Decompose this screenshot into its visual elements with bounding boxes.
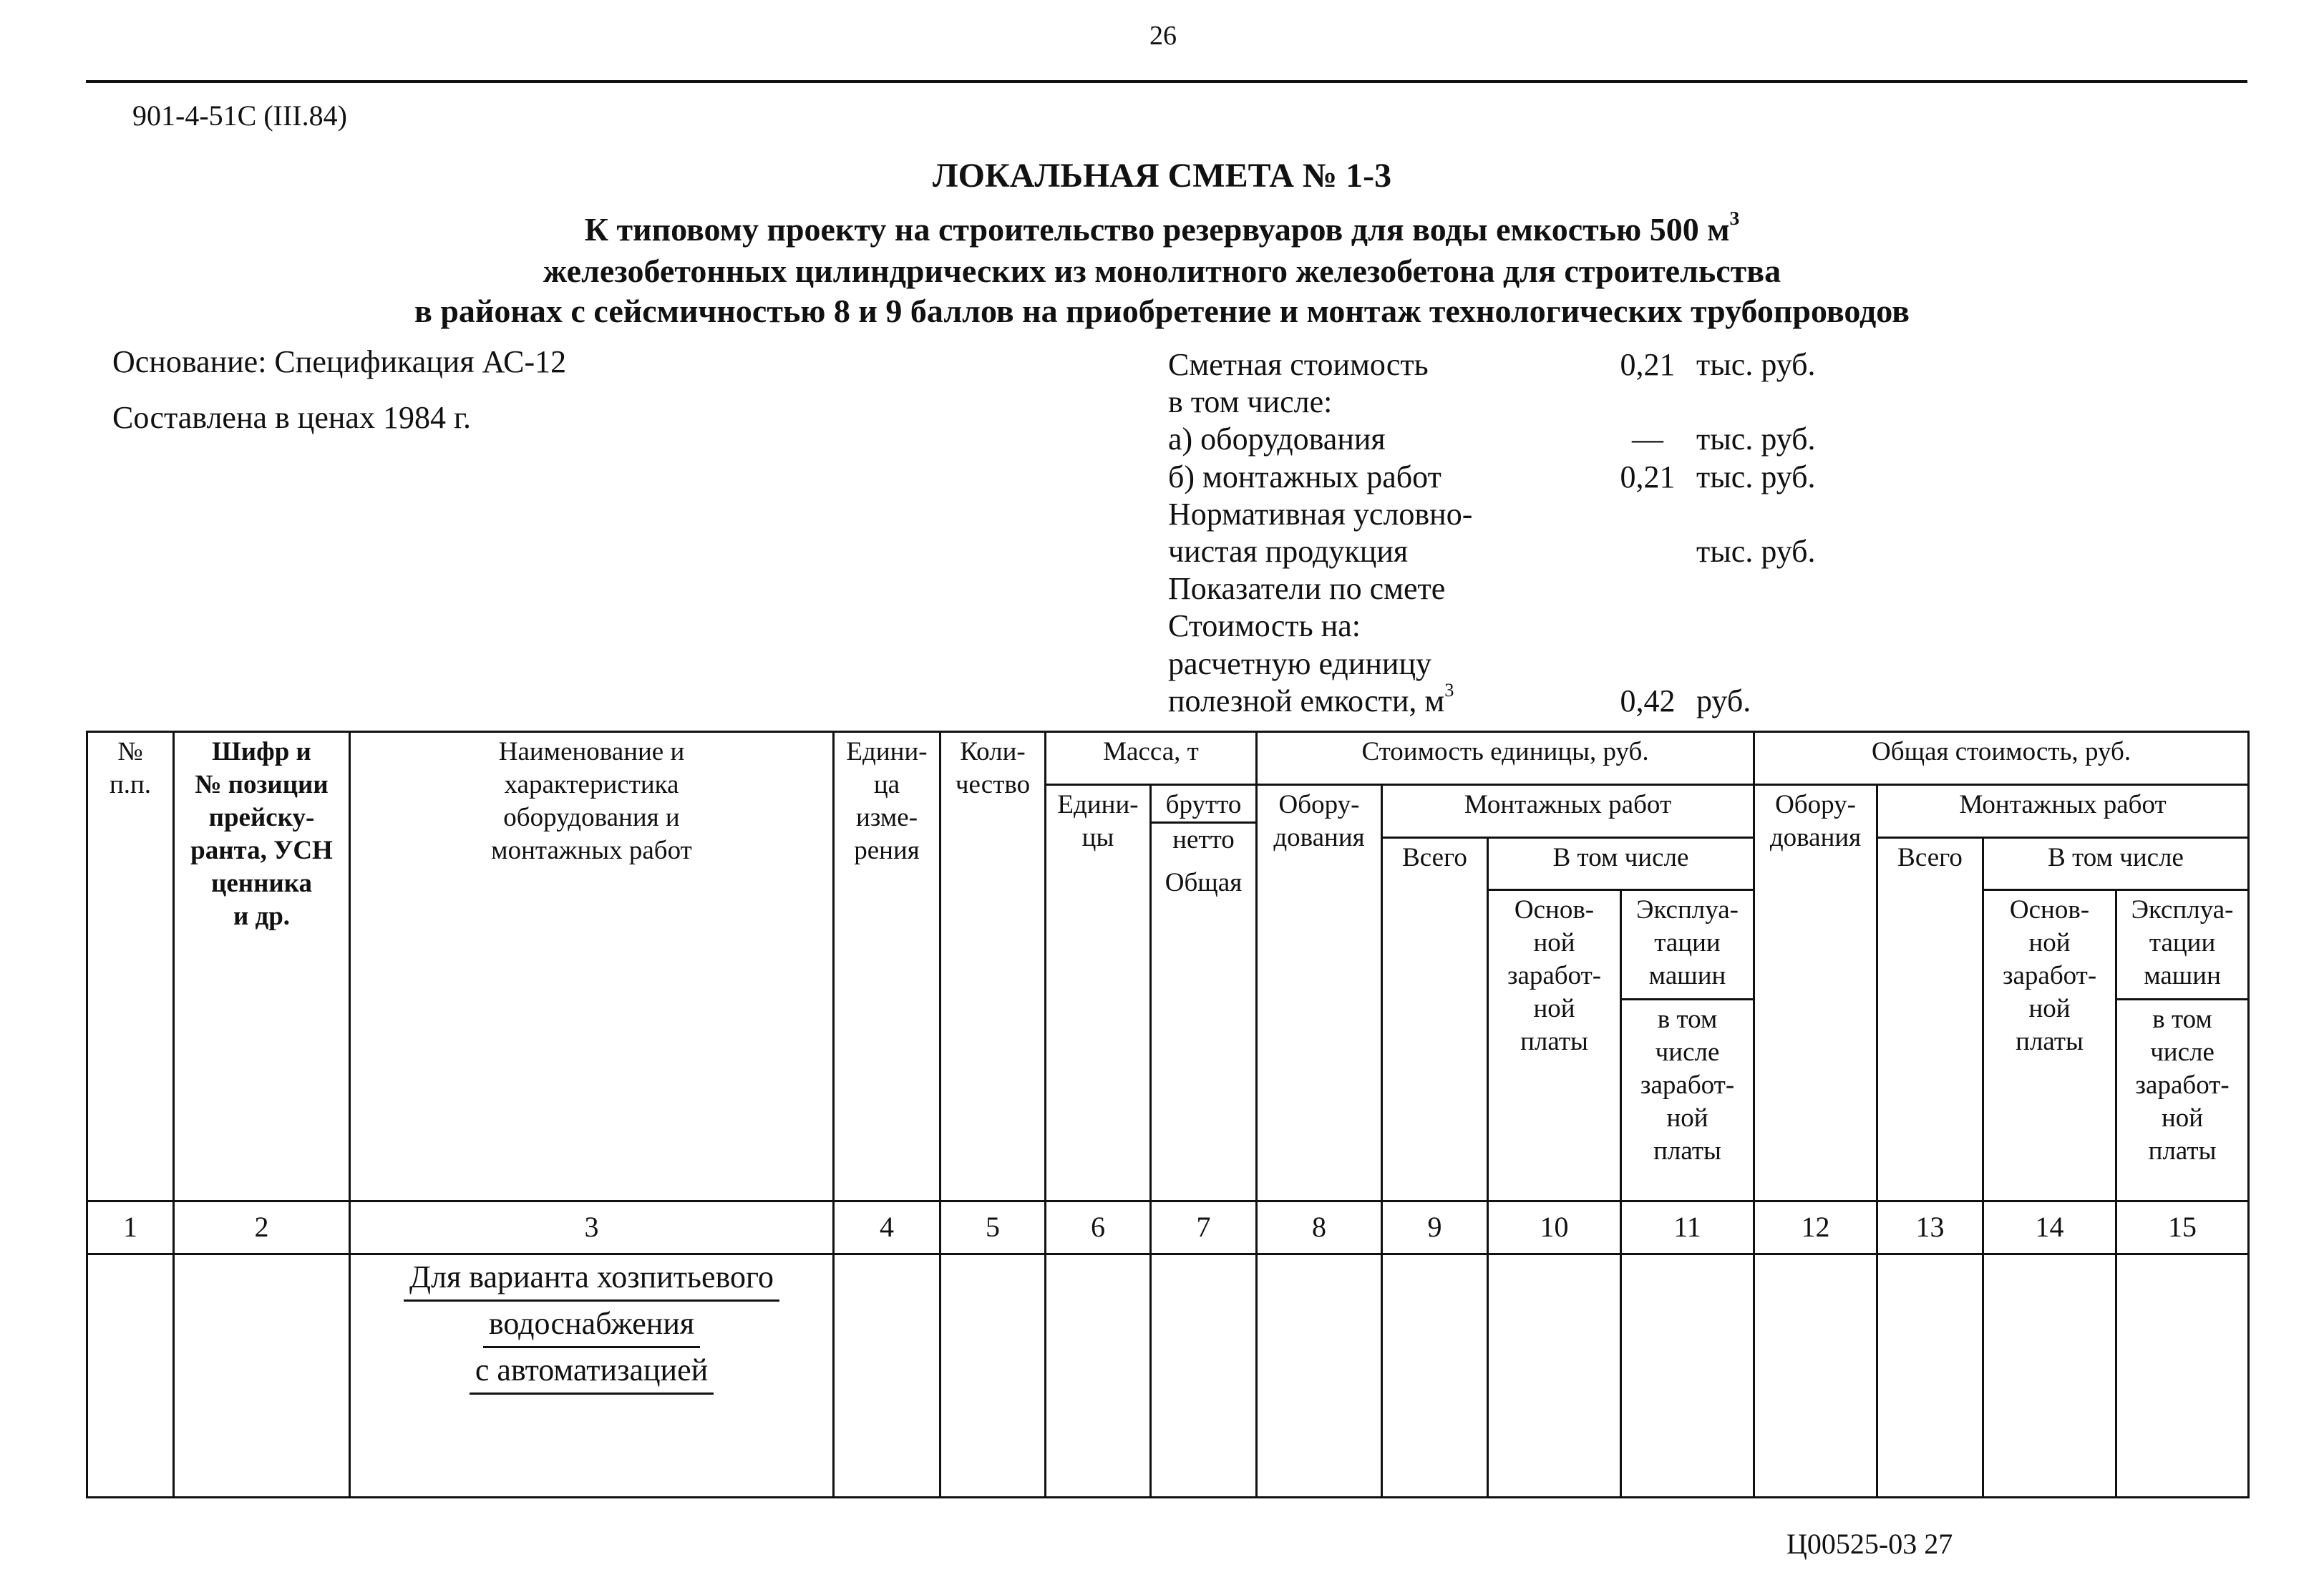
section-heading-line-1: Для варианта хозпитьевого (404, 1258, 779, 1302)
document-code: 901-4-51С (III.84) (132, 99, 347, 132)
subtitle-line-2: железобетонных цилиндрических из монолитного железобетона для строительства (543, 253, 1781, 289)
column-number: 12 (1754, 1201, 1877, 1254)
header-total-machines-wage: в том числе заработ- ной платы (2116, 1000, 2249, 1201)
column-number: 14 (1983, 1201, 2116, 1254)
header-unit-including: В том числе (1488, 838, 1754, 889)
subtitle-line-3: в районах с сейсмичностью 8 и 9 баллов на приобретение и монтаж технологических трубопроводов (414, 293, 1910, 329)
header-total-including: В том числе (1983, 838, 2249, 889)
column-number: 7 (1151, 1201, 1257, 1254)
header-name: Наименование и характеристика оборудования и монтажных работ (350, 732, 834, 1201)
header-quantity: Коли- чество (940, 732, 1046, 1201)
column-number: 11 (1621, 1201, 1754, 1254)
page-number: 26 (1149, 21, 1177, 51)
table-cell (1151, 1254, 1257, 1497)
header-unit-basic-wage: Основ- ной заработ- ной платы (1488, 889, 1621, 1201)
subtitle-line-1: К типовому проекту на строительство резервуаров для воды емкостью 500 $м^3$ (584, 206, 1740, 248)
header-row-number: № п.п. (87, 732, 174, 1201)
column-number: 15 (2116, 1201, 2249, 1254)
header-total-cost: Общая стоимость, руб. (1754, 732, 2249, 785)
header-unit-mounting: Монтажных работ (1382, 785, 1754, 838)
column-number: 13 (1877, 1201, 1983, 1254)
estimate-table (86, 731, 2250, 1498)
column-number: 4 (834, 1201, 940, 1254)
basis-text: Основание: Спецификация АС-12 (112, 344, 567, 379)
header-total-machines: Эксплуа- тации машин (2116, 889, 2249, 1000)
estimate-title: ЛОКАЛЬНАЯ СМЕТА № 1-3 (932, 157, 1392, 195)
column-number: 1 (87, 1201, 174, 1254)
header-unit: Едини- ца изме- рения (834, 732, 940, 1201)
header-total-equipment: Обору- дования (1754, 785, 1877, 1201)
table-cell (940, 1254, 1046, 1497)
header-mass-unit: Едини- цы (1046, 785, 1151, 1201)
table-cell (1488, 1254, 1621, 1497)
header-unit-equipment: Обору- дования (1257, 785, 1382, 1201)
column-number: 3 (350, 1201, 834, 1254)
header-total-mounting: Монтажных работ (1877, 785, 2249, 838)
section-heading-line-3: с автоматизацией (470, 1351, 714, 1395)
table-cell (1754, 1254, 1877, 1497)
column-number: 9 (1382, 1201, 1488, 1254)
table-cell (1983, 1254, 2116, 1497)
column-number: 10 (1488, 1201, 1621, 1254)
column-number: 8 (1257, 1201, 1382, 1254)
column-number: 2 (174, 1201, 350, 1254)
table-cell (1877, 1254, 1983, 1497)
table-cell (1621, 1254, 1754, 1497)
column-number: 6 (1046, 1201, 1151, 1254)
header-unit-machines-wage: в том числе заработ- ной платы (1621, 1000, 1754, 1201)
compiled-prices-text: Составлена в ценах 1984 г. (112, 400, 472, 435)
table-cell (834, 1254, 940, 1497)
column-number: 5 (940, 1201, 1046, 1254)
header-total-basic-wage: Основ- ной заработ- ной платы (1983, 889, 2116, 1201)
section-heading (350, 1254, 834, 1497)
header-unit-machines: Эксплуа- тации машин (1621, 889, 1754, 1000)
header-unit-all: Всего (1382, 838, 1488, 1201)
header-unit-cost: Стоимость единицы, руб. (1257, 732, 1754, 785)
top-divider (86, 80, 2247, 83)
table-cell (1382, 1254, 1488, 1497)
table-cell (87, 1254, 174, 1497)
header-mass-gross: брутто нетто Общая (1151, 785, 1257, 1201)
table-cell (2116, 1254, 2249, 1497)
table-cell (1257, 1254, 1382, 1497)
footer-code: Ц00525-03 27 (1786, 1528, 1953, 1560)
table-cell (174, 1254, 350, 1497)
table-cell (1046, 1254, 1151, 1497)
header-total-all: Всего (1877, 838, 1983, 1201)
header-mass: Масса, т (1046, 732, 1257, 785)
header-code: Шифр и № позиции прейску- ранта, УСН ценника и др. (174, 732, 350, 1201)
section-heading-line-2: водоснабжения (483, 1305, 700, 1348)
